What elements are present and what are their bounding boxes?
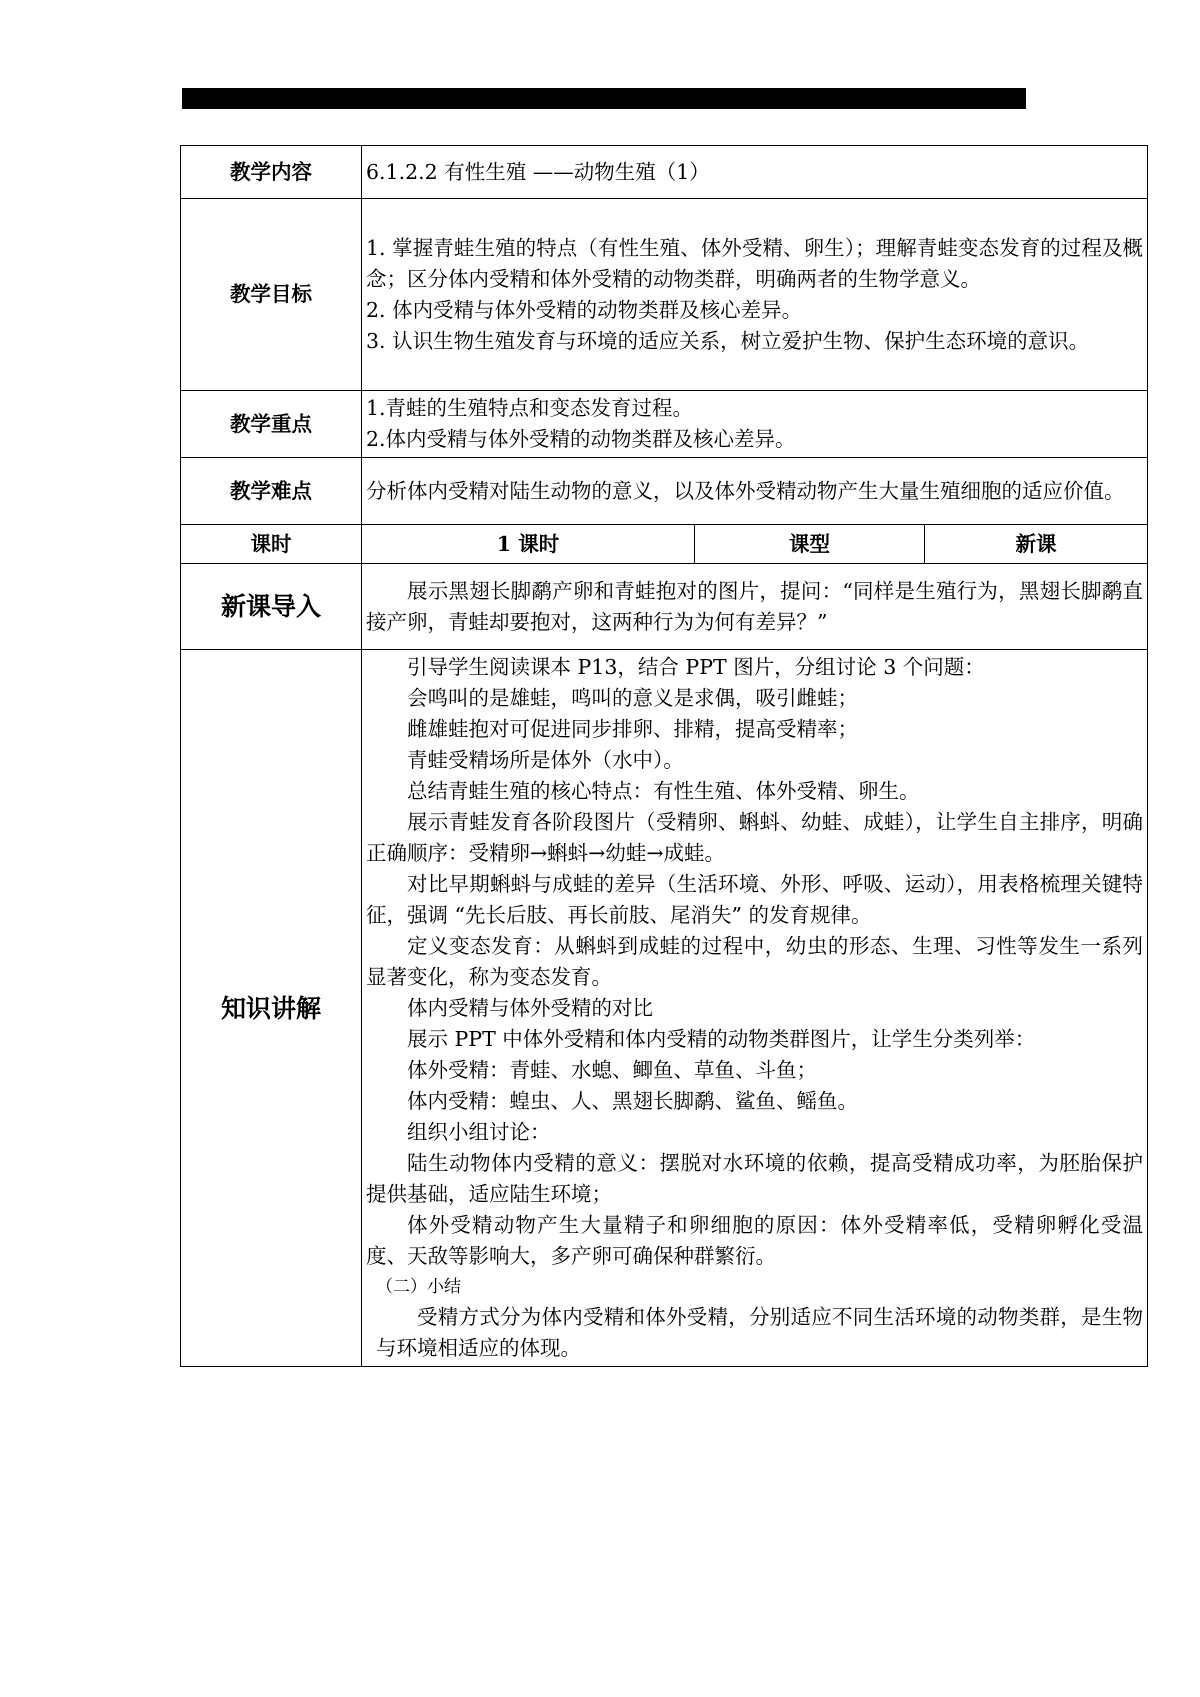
explanation-line: 总结青蛙生殖的核心特点：有性生殖、体外受精、卵生。 (407, 779, 920, 803)
explanation-line: 展示 PPT 中体外受精和体内受精的动物类群图片，让学生分类列举： (407, 1027, 1036, 1051)
summary-heading: （二）小结 (376, 1277, 461, 1297)
explanation-line: 陆生动物体内受精的意义：摆脱对水环境的依赖，提高受精成功率，为胚胎保护提供基础，适应陆生环境； (366, 1151, 1144, 1206)
explanation-line: 定义变态发育：从蝌蚪到成蛙的过程中，幼虫的形态、生理、习性等发生一系列显著变化，称为变态发育。 (366, 934, 1144, 989)
key-points-label: 教学重点 (181, 391, 362, 458)
key-points-cell (362, 391, 1148, 458)
explanation-line: 组织小组讨论： (407, 1120, 551, 1144)
summary-text: 受精方式分为体内受精和体外受精，分别适应不同生活环境的动物类群，是生物与环境相适应的体现。 (376, 1305, 1144, 1360)
explanation-line: 体外受精动物产生大量精子和卵细胞的原因：体外受精率低，受精卵孵化受温度、天敌等影响大，多产卵可确保种群繁衍。 (366, 1213, 1144, 1268)
row-key-points (181, 391, 1148, 458)
explanation-line: 展示青蛙发育各阶段图片（受精卵、蝌蚪、幼蛙、成蛙），让学生自主排序，明确正确顺序：受精卵→蝌蚪→幼蛙→成蛙。 (366, 810, 1144, 865)
row-explanation (181, 650, 1148, 1367)
objective-item: 1. 掌握青蛙生殖的特点（有性生殖、体外受精、卵生）；理解青蛙变态发育的过程及概念；区分体内受精和体外受精的动物类群，明确两者的生物学意义。 (366, 235, 1144, 291)
row-schedule (181, 525, 1148, 564)
explanation-line: 体内受精：蝗虫、人、黑翅长脚鹬、鲨鱼、鳐鱼。 (407, 1089, 858, 1113)
explanation-line: 体外受精：青蛙、水螅、鲫鱼、草鱼、斗鱼； (407, 1058, 817, 1082)
type-label: 课型 (695, 525, 925, 564)
type-value: 新课 (925, 525, 1148, 564)
key-point-item: 1.青蛙的生殖特点和变态发育过程。 (366, 396, 694, 420)
explanation-line: 引导学生阅读课本 P13，结合 PPT 图片，分组讨论 3 个问题： (407, 655, 985, 679)
objectives-cell (362, 199, 1148, 391)
row-objectives (181, 199, 1148, 391)
row-content (181, 146, 1148, 199)
intro-cell (362, 564, 1148, 650)
hours-value: 1 课时 (362, 525, 695, 564)
explanation-line: 青蛙受精场所是体外（水中）。 (407, 748, 684, 772)
explanation-line: 雌雄蛙抱对可促进同步排卵、排精，提高受精率； (407, 717, 858, 741)
explanation-line: 体内受精与体外受精的对比 (407, 996, 653, 1020)
header-bar (182, 88, 1026, 109)
row-difficulties (181, 458, 1148, 525)
key-point-item: 2.体内受精与体外受精的动物类群及核心差异。 (366, 427, 796, 451)
content-label: 教学内容 (181, 146, 362, 199)
intro-label: 新课导入 (181, 564, 362, 650)
objective-item: 2. 体内受精与体外受精的动物类群及核心差异。 (366, 297, 803, 322)
difficulties-label: 教学难点 (181, 458, 362, 525)
hours-label: 课时 (181, 525, 362, 564)
objective-item: 3. 认识生物生殖发育与环境的适应关系，树立爱护生物、保护生态环境的意识。 (366, 328, 1090, 353)
explanation-cell (362, 650, 1148, 1367)
content-text: 6.1.2.2 有性生殖 ——动物生殖（1） (362, 146, 1148, 199)
difficulties-text: 分析体内受精对陆生动物的意义，以及体外受精动物产生大量生殖细胞的适应价值。 (362, 458, 1148, 525)
objectives-label: 教学目标 (181, 199, 362, 391)
explanation-label: 知识讲解 (181, 650, 362, 1367)
row-intro (181, 564, 1148, 650)
intro-text: 展示黑翅长脚鹬产卵和青蛙抱对的图片，提问：“同样是生殖行为，黑翅长脚鹬直接产卵，青蛙却要抱对，这两种行为为何有差异？” (366, 578, 1144, 634)
lesson-plan-table (180, 145, 1148, 1367)
explanation-line: 会鸣叫的是雄蛙，鸣叫的意义是求偶，吸引雌蛙； (407, 686, 858, 710)
explanation-line: 对比早期蝌蚪与成蛙的差异（生活环境、外形、呼吸、运动），用表格梳理关键特征，强调 “先长后肢、再长前肢、尾消失” 的发育规律。 (366, 872, 1144, 927)
